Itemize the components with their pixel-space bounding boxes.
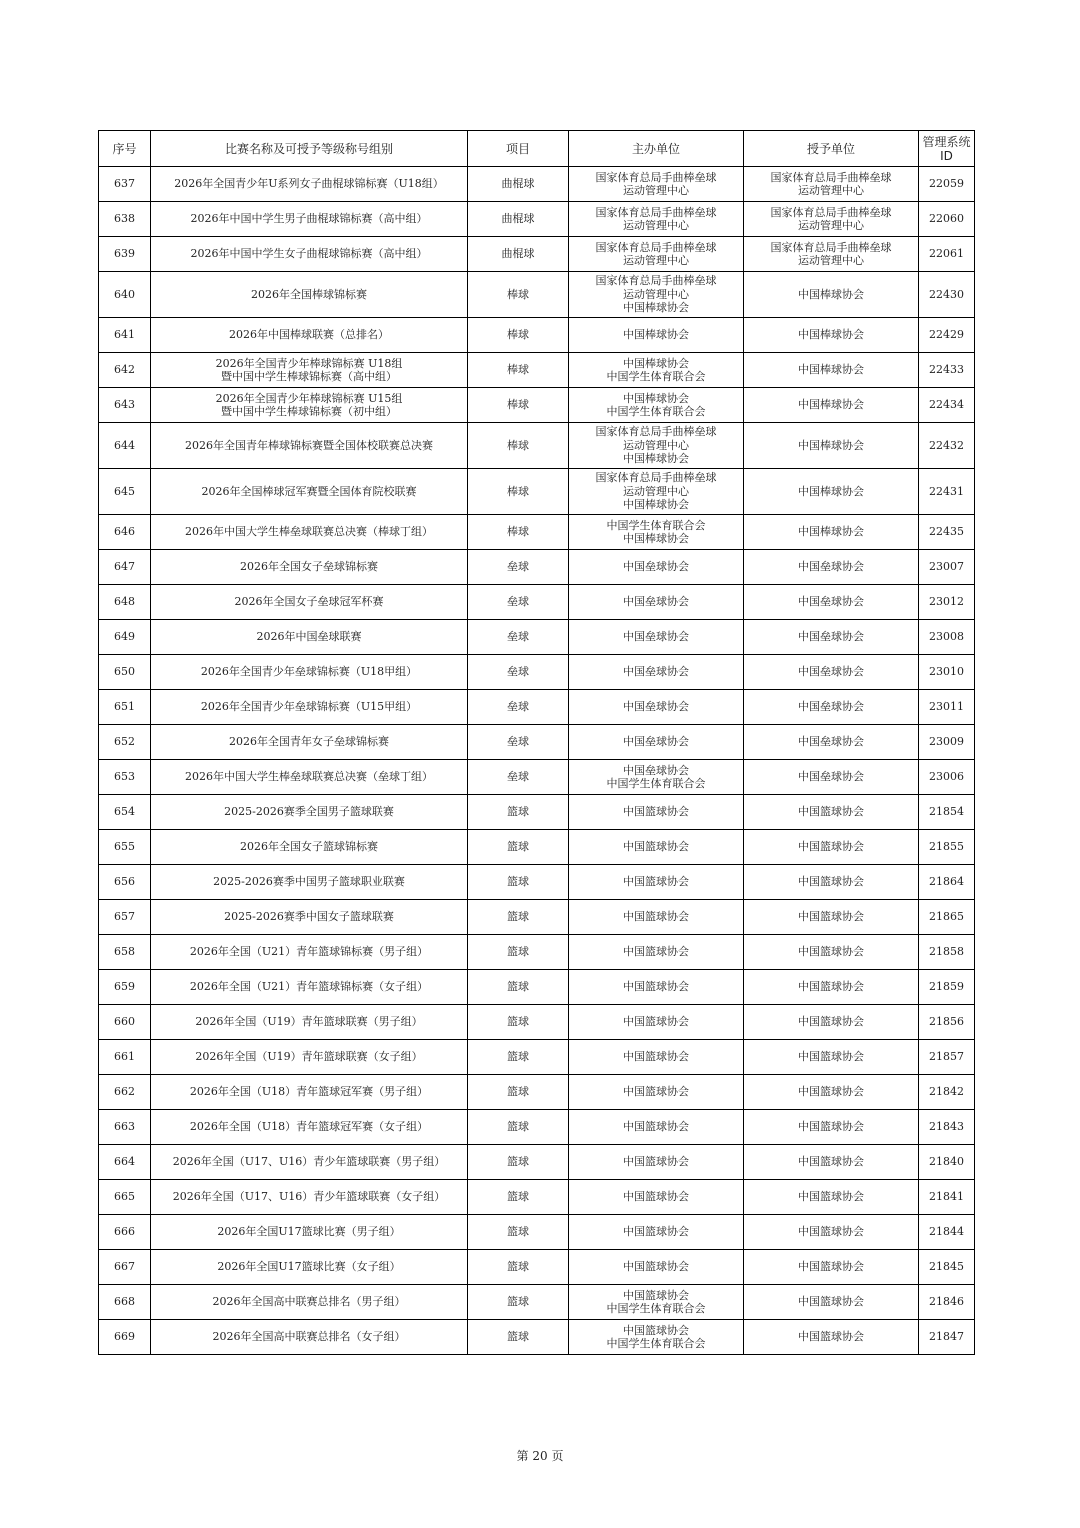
competition-name-cell: 2026年全国青年女子垒球锦标赛 (151, 725, 468, 760)
granting-unit-cell: 中国垒球协会 (744, 655, 919, 690)
sport-cell: 垒球 (468, 760, 569, 795)
competition-table (98, 130, 975, 1355)
organizer-cell: 中国篮球协会 (569, 830, 744, 865)
system-id-cell: 22060 (919, 202, 975, 237)
organizer-cell: 中国篮球协会 中国学生体育联合会 (569, 1320, 744, 1355)
sport-cell: 垒球 (468, 725, 569, 760)
sport-cell: 垒球 (468, 585, 569, 620)
table-row (99, 725, 975, 760)
system-id-cell: 23011 (919, 690, 975, 725)
organizer-cell: 中国篮球协会 (569, 1180, 744, 1215)
competition-name-cell: 2026年中国棒球联赛（总排名） (151, 318, 468, 353)
competition-name-cell: 2026年全国棒球冠军赛暨全国体育院校联赛 (151, 469, 468, 515)
system-id-cell: 21846 (919, 1285, 975, 1320)
row-index-cell: 652 (99, 725, 151, 760)
sport-cell: 棒球 (468, 515, 569, 550)
row-index-cell: 638 (99, 202, 151, 237)
competition-name-cell: 2025-2026赛季全国男子篮球联赛 (151, 795, 468, 830)
granting-unit-cell: 中国垒球协会 (744, 725, 919, 760)
sport-cell: 篮球 (468, 1040, 569, 1075)
competition-name-cell: 2026年全国青少年U系列女子曲棍球锦标赛（U18组） (151, 167, 468, 202)
competition-name-cell: 2025-2026赛季中国男子篮球职业联赛 (151, 865, 468, 900)
granting-unit-cell: 中国篮球协会 (744, 970, 919, 1005)
organizer-cell: 中国篮球协会 (569, 935, 744, 970)
system-id-cell: 23007 (919, 550, 975, 585)
row-index-cell: 644 (99, 423, 151, 469)
granting-unit-cell: 中国篮球协会 (744, 1285, 919, 1320)
granting-unit-cell: 中国垒球协会 (744, 620, 919, 655)
system-id-cell: 21864 (919, 865, 975, 900)
sport-cell: 垒球 (468, 690, 569, 725)
system-id-cell: 22059 (919, 167, 975, 202)
granting-unit-cell: 中国篮球协会 (744, 1145, 919, 1180)
sport-cell: 棒球 (468, 388, 569, 423)
granting-unit-cell: 中国棒球协会 (744, 353, 919, 388)
sport-cell: 棒球 (468, 469, 569, 515)
system-id-cell: 22061 (919, 237, 975, 272)
competition-name-cell: 2026年全国U17篮球比赛（女子组） (151, 1250, 468, 1285)
competition-name-cell: 2026年中国大学生棒垒球联赛总决赛（垒球丁组） (151, 760, 468, 795)
row-index-cell: 654 (99, 795, 151, 830)
system-id-cell: 21845 (919, 1250, 975, 1285)
competition-name-cell: 2026年全国（U17、U16）青少年篮球联赛（女子组） (151, 1180, 468, 1215)
organizer-cell: 国家体育总局手曲棒垒球 运动管理中心 中国棒球协会 (569, 272, 744, 318)
competition-name-cell: 2026年全国女子垒球冠军杯赛 (151, 585, 468, 620)
sport-cell: 篮球 (468, 795, 569, 830)
sport-cell: 篮球 (468, 1145, 569, 1180)
competition-name-cell: 2026年全国青少年垒球锦标赛（U15甲组） (151, 690, 468, 725)
system-id-cell: 21857 (919, 1040, 975, 1075)
row-index-cell: 640 (99, 272, 151, 318)
granting-unit-cell: 中国篮球协会 (744, 1040, 919, 1075)
organizer-cell: 国家体育总局手曲棒垒球 运动管理中心 (569, 167, 744, 202)
table-row (99, 1180, 975, 1215)
sport-cell: 棒球 (468, 272, 569, 318)
row-index-cell: 660 (99, 1005, 151, 1040)
table-row (99, 620, 975, 655)
table-row (99, 469, 975, 515)
sport-cell: 篮球 (468, 1075, 569, 1110)
system-id-cell: 21841 (919, 1180, 975, 1215)
system-id-cell: 23009 (919, 725, 975, 760)
row-index-cell: 653 (99, 760, 151, 795)
table-row (99, 1145, 975, 1180)
granting-unit-cell: 中国篮球协会 (744, 1180, 919, 1215)
organizer-cell: 中国篮球协会 (569, 795, 744, 830)
row-index-cell: 651 (99, 690, 151, 725)
sport-cell: 篮球 (468, 1110, 569, 1145)
granting-unit-cell: 中国篮球协会 (744, 1250, 919, 1285)
row-index-cell: 649 (99, 620, 151, 655)
granting-unit-cell: 中国篮球协会 (744, 865, 919, 900)
row-index-cell: 637 (99, 167, 151, 202)
competition-name-cell: 2026年全国青少年棒球锦标赛 U18组 暨中国中学生棒球锦标赛（高中组） (151, 353, 468, 388)
competition-name-cell: 2026年中国垒球联赛 (151, 620, 468, 655)
row-index-cell: 656 (99, 865, 151, 900)
competition-name-cell: 2026年全国（U17、U16）青少年篮球联赛（男子组） (151, 1145, 468, 1180)
table-row (99, 655, 975, 690)
organizer-cell: 国家体育总局手曲棒垒球 运动管理中心 (569, 202, 744, 237)
competition-name-cell: 2026年全国（U21）青年篮球锦标赛（男子组） (151, 935, 468, 970)
table-row (99, 865, 975, 900)
organizer-cell: 中国垒球协会 (569, 725, 744, 760)
row-index-cell: 639 (99, 237, 151, 272)
table-row (99, 1075, 975, 1110)
table-row (99, 830, 975, 865)
organizer-cell: 中国垒球协会 (569, 550, 744, 585)
system-id-cell: 22434 (919, 388, 975, 423)
organizer-cell: 中国篮球协会 (569, 1145, 744, 1180)
system-id-cell: 21856 (919, 1005, 975, 1040)
system-id-cell: 21865 (919, 900, 975, 935)
system-id-cell: 21858 (919, 935, 975, 970)
table-row (99, 1285, 975, 1320)
organizer-cell: 中国篮球协会 (569, 1040, 744, 1075)
row-index-cell: 665 (99, 1180, 151, 1215)
row-index-cell: 662 (99, 1075, 151, 1110)
sport-cell: 棒球 (468, 318, 569, 353)
row-index-cell: 642 (99, 353, 151, 388)
granting-unit-cell: 中国篮球协会 (744, 935, 919, 970)
sport-cell: 篮球 (468, 1215, 569, 1250)
row-index-cell: 648 (99, 585, 151, 620)
system-id-cell: 21847 (919, 1320, 975, 1355)
table-row (99, 237, 975, 272)
granting-unit-cell: 中国篮球协会 (744, 1110, 919, 1145)
row-index-cell: 663 (99, 1110, 151, 1145)
organizer-cell: 中国篮球协会 (569, 1075, 744, 1110)
row-index-cell: 650 (99, 655, 151, 690)
organizer-cell: 中国垒球协会 (569, 690, 744, 725)
header-organizer: 主办单位 (569, 131, 744, 167)
sport-cell: 曲棍球 (468, 202, 569, 237)
sport-cell: 篮球 (468, 1180, 569, 1215)
organizer-cell: 中国篮球协会 (569, 1215, 744, 1250)
row-index-cell: 646 (99, 515, 151, 550)
row-index-cell: 661 (99, 1040, 151, 1075)
table-row (99, 272, 975, 318)
system-id-cell: 23006 (919, 760, 975, 795)
competition-name-cell: 2026年全国棒球锦标赛 (151, 272, 468, 318)
sport-cell: 篮球 (468, 935, 569, 970)
row-index-cell: 666 (99, 1215, 151, 1250)
table-row (99, 585, 975, 620)
granting-unit-cell: 中国垒球协会 (744, 585, 919, 620)
table-row (99, 935, 975, 970)
competition-name-cell: 2026年全国女子篮球锦标赛 (151, 830, 468, 865)
granting-unit-cell: 中国棒球协会 (744, 272, 919, 318)
table-row (99, 388, 975, 423)
granting-unit-cell: 中国篮球协会 (744, 1075, 919, 1110)
sport-cell: 篮球 (468, 830, 569, 865)
competition-name-cell: 2026年全国青少年垒球锦标赛（U18甲组） (151, 655, 468, 690)
header-competition-name: 比赛名称及可授予等级称号组别 (151, 131, 468, 167)
table-header-row (99, 131, 975, 167)
system-id-cell: 22430 (919, 272, 975, 318)
header-system-id: 管理系统 ID (919, 131, 975, 167)
sport-cell: 棒球 (468, 353, 569, 388)
granting-unit-cell: 中国垒球协会 (744, 550, 919, 585)
row-index-cell: 668 (99, 1285, 151, 1320)
system-id-cell: 21843 (919, 1110, 975, 1145)
granting-unit-cell: 中国篮球协会 (744, 1215, 919, 1250)
sport-cell: 垒球 (468, 655, 569, 690)
competition-name-cell: 2026年全国青少年棒球锦标赛 U15组 暨中国中学生棒球锦标赛（初中组） (151, 388, 468, 423)
granting-unit-cell: 国家体育总局手曲棒垒球 运动管理中心 (744, 202, 919, 237)
system-id-cell: 22433 (919, 353, 975, 388)
table-row (99, 318, 975, 353)
row-index-cell: 655 (99, 830, 151, 865)
organizer-cell: 中国垒球协会 中国学生体育联合会 (569, 760, 744, 795)
sport-cell: 垒球 (468, 550, 569, 585)
table-row (99, 760, 975, 795)
granting-unit-cell: 中国篮球协会 (744, 795, 919, 830)
competition-name-cell: 2026年全国（U19）青年篮球联赛（女子组） (151, 1040, 468, 1075)
competition-name-cell: 2026年全国女子垒球锦标赛 (151, 550, 468, 585)
competition-name-cell: 2026年全国（U21）青年篮球锦标赛（女子组） (151, 970, 468, 1005)
organizer-cell: 中国篮球协会 (569, 1250, 744, 1285)
competition-name-cell: 2026年全国（U18）青年篮球冠军赛（女子组） (151, 1110, 468, 1145)
organizer-cell: 中国棒球协会 (569, 318, 744, 353)
sport-cell: 垒球 (468, 620, 569, 655)
organizer-cell: 国家体育总局手曲棒垒球 运动管理中心 中国棒球协会 (569, 469, 744, 515)
table-row (99, 1040, 975, 1075)
table-row (99, 1005, 975, 1040)
row-index-cell: 643 (99, 388, 151, 423)
granting-unit-cell: 中国棒球协会 (744, 515, 919, 550)
competition-name-cell: 2026年全国（U18）青年篮球冠军赛（男子组） (151, 1075, 468, 1110)
granting-unit-cell: 中国棒球协会 (744, 388, 919, 423)
system-id-cell: 21840 (919, 1145, 975, 1180)
table-row (99, 1215, 975, 1250)
organizer-cell: 国家体育总局手曲棒垒球 运动管理中心 中国棒球协会 (569, 423, 744, 469)
system-id-cell: 22431 (919, 469, 975, 515)
competition-name-cell: 2026年中国大学生棒垒球联赛总决赛（棒球丁组） (151, 515, 468, 550)
organizer-cell: 中国篮球协会 (569, 865, 744, 900)
system-id-cell: 21855 (919, 830, 975, 865)
granting-unit-cell: 中国篮球协会 (744, 830, 919, 865)
header-index: 序号 (99, 131, 151, 167)
table-body (99, 167, 975, 1355)
granting-unit-cell: 中国垒球协会 (744, 760, 919, 795)
sport-cell: 棒球 (468, 423, 569, 469)
row-index-cell: 667 (99, 1250, 151, 1285)
organizer-cell: 中国篮球协会 (569, 900, 744, 935)
competition-name-cell: 2025-2026赛季中国女子篮球联赛 (151, 900, 468, 935)
system-id-cell: 23012 (919, 585, 975, 620)
table-row (99, 550, 975, 585)
system-id-cell: 22429 (919, 318, 975, 353)
competition-name-cell: 2026年全国青年棒球锦标赛暨全国体校联赛总决赛 (151, 423, 468, 469)
table-row (99, 970, 975, 1005)
competition-name-cell: 2026年全国高中联赛总排名（女子组） (151, 1320, 468, 1355)
granting-unit-cell: 中国篮球协会 (744, 1320, 919, 1355)
organizer-cell: 中国学生体育联合会 中国棒球协会 (569, 515, 744, 550)
competition-name-cell: 2026年全国（U19）青年篮球联赛（男子组） (151, 1005, 468, 1040)
system-id-cell: 21854 (919, 795, 975, 830)
sport-cell: 篮球 (468, 900, 569, 935)
table-row (99, 202, 975, 237)
table-row (99, 167, 975, 202)
row-index-cell: 657 (99, 900, 151, 935)
granting-unit-cell: 中国篮球协会 (744, 900, 919, 935)
organizer-cell: 中国垒球协会 (569, 655, 744, 690)
system-id-cell: 21859 (919, 970, 975, 1005)
header-granting-unit: 授予单位 (744, 131, 919, 167)
header-sport: 项目 (468, 131, 569, 167)
organizer-cell: 中国篮球协会 (569, 970, 744, 1005)
row-index-cell: 645 (99, 469, 151, 515)
granting-unit-cell: 国家体育总局手曲棒垒球 运动管理中心 (744, 237, 919, 272)
table-row (99, 900, 975, 935)
table-row (99, 353, 975, 388)
page-number: 第 20 页 (516, 1449, 564, 1463)
granting-unit-cell: 中国篮球协会 (744, 1005, 919, 1040)
sport-cell: 曲棍球 (468, 167, 569, 202)
organizer-cell: 中国垒球协会 (569, 585, 744, 620)
system-id-cell: 23010 (919, 655, 975, 690)
competition-name-cell: 2026年中国中学生女子曲棍球锦标赛（高中组） (151, 237, 468, 272)
row-index-cell: 669 (99, 1320, 151, 1355)
granting-unit-cell: 中国棒球协会 (744, 469, 919, 515)
organizer-cell: 中国垒球协会 (569, 620, 744, 655)
granting-unit-cell: 中国棒球协会 (744, 423, 919, 469)
sport-cell: 篮球 (468, 970, 569, 1005)
organizer-cell: 中国棒球协会 中国学生体育联合会 (569, 353, 744, 388)
row-index-cell: 647 (99, 550, 151, 585)
table-row (99, 795, 975, 830)
sport-cell: 篮球 (468, 865, 569, 900)
granting-unit-cell: 国家体育总局手曲棒垒球 运动管理中心 (744, 167, 919, 202)
sport-cell: 篮球 (468, 1320, 569, 1355)
row-index-cell: 664 (99, 1145, 151, 1180)
organizer-cell: 中国篮球协会 中国学生体育联合会 (569, 1285, 744, 1320)
organizer-cell: 中国篮球协会 (569, 1110, 744, 1145)
organizer-cell: 中国棒球协会 中国学生体育联合会 (569, 388, 744, 423)
table-row (99, 1250, 975, 1285)
table-row (99, 515, 975, 550)
system-id-cell: 21844 (919, 1215, 975, 1250)
sport-cell: 篮球 (468, 1285, 569, 1320)
system-id-cell: 22435 (919, 515, 975, 550)
organizer-cell: 国家体育总局手曲棒垒球 运动管理中心 (569, 237, 744, 272)
competition-name-cell: 2026年全国U17篮球比赛（男子组） (151, 1215, 468, 1250)
system-id-cell: 21842 (919, 1075, 975, 1110)
row-index-cell: 659 (99, 970, 151, 1005)
row-index-cell: 641 (99, 318, 151, 353)
competition-name-cell: 2026年全国高中联赛总排名（男子组） (151, 1285, 468, 1320)
sport-cell: 篮球 (468, 1250, 569, 1285)
sport-cell: 篮球 (468, 1005, 569, 1040)
table-row (99, 690, 975, 725)
organizer-cell: 中国篮球协会 (569, 1005, 744, 1040)
table-row (99, 423, 975, 469)
granting-unit-cell: 中国垒球协会 (744, 690, 919, 725)
system-id-cell: 22432 (919, 423, 975, 469)
row-index-cell: 658 (99, 935, 151, 970)
competition-name-cell: 2026年中国中学生男子曲棍球锦标赛（高中组） (151, 202, 468, 237)
table-row (99, 1110, 975, 1145)
granting-unit-cell: 中国棒球协会 (744, 318, 919, 353)
table-row (99, 1320, 975, 1355)
system-id-cell: 23008 (919, 620, 975, 655)
sport-cell: 曲棍球 (468, 237, 569, 272)
